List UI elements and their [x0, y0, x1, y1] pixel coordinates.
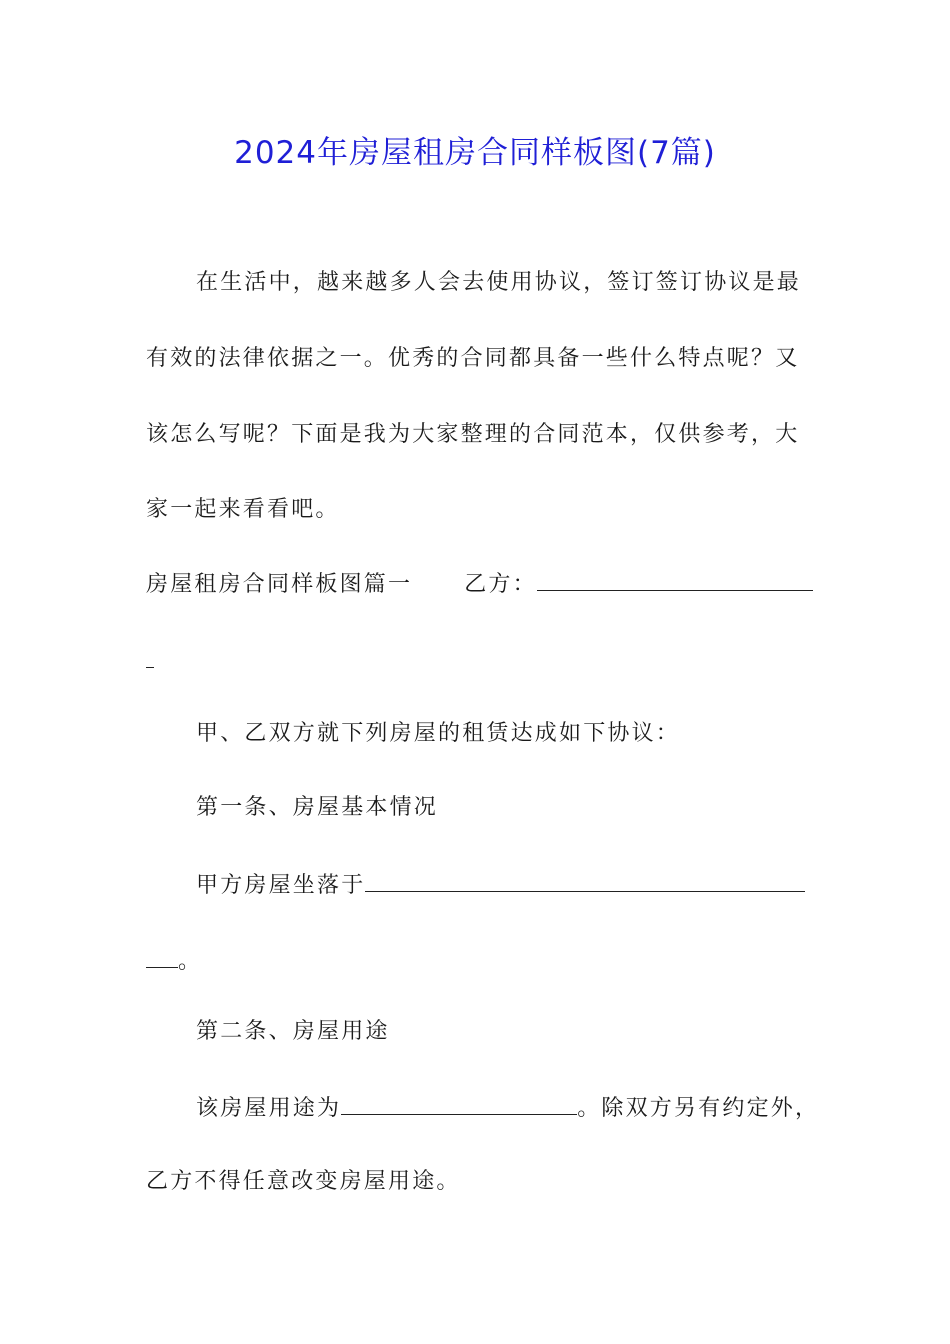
- article-1-location-continuation-line: [146, 945, 202, 977]
- intro-line-2: 有效的法律依据之一。优秀的合同都具备一些什么特点呢？又: [146, 346, 800, 371]
- section-1-heading-line: [146, 568, 813, 600]
- article-2-heading: 第二条、房屋用途: [196, 1019, 390, 1044]
- use-suffix: 。除双方另有约定外，: [577, 1096, 820, 1121]
- article-2-use-line: [196, 1092, 819, 1124]
- location-end: 。: [178, 949, 203, 974]
- location-blank[interactable]: [365, 869, 805, 892]
- use-blank[interactable]: [341, 1092, 577, 1115]
- article-1-location-line: [196, 869, 805, 901]
- intro-line-3: 该怎么写呢？下面是我为大家整理的合同范本，仅供参考，大: [146, 422, 800, 447]
- intro-line-1: 在生活中，越来越多人会去使用协议，签订签订协议是最: [196, 270, 802, 295]
- article-2-use-line-2: 乙方不得任意改变房屋用途。: [146, 1169, 461, 1194]
- party-b-blank[interactable]: [537, 568, 813, 591]
- article-1-heading: 第一条、房屋基本情况: [196, 795, 439, 820]
- document-title: 2024年房屋租房合同样板图(7篇): [234, 135, 716, 171]
- location-blank-continuation[interactable]: [146, 945, 178, 968]
- party-b-blank-continuation-line: [146, 645, 154, 677]
- section-1-heading: 房屋租房合同样板图篇一: [146, 572, 413, 597]
- party-b-blank-continuation[interactable]: [146, 645, 154, 668]
- party-b-label: 乙方：: [464, 572, 537, 597]
- location-label: 甲方房屋坐落于: [196, 873, 366, 898]
- intro-line-4: 家一起来看看吧。: [146, 497, 340, 522]
- agreement-intro: 甲、乙双方就下列房屋的租赁达成如下协议：: [196, 721, 681, 746]
- use-label: 该房屋用途为: [196, 1096, 342, 1121]
